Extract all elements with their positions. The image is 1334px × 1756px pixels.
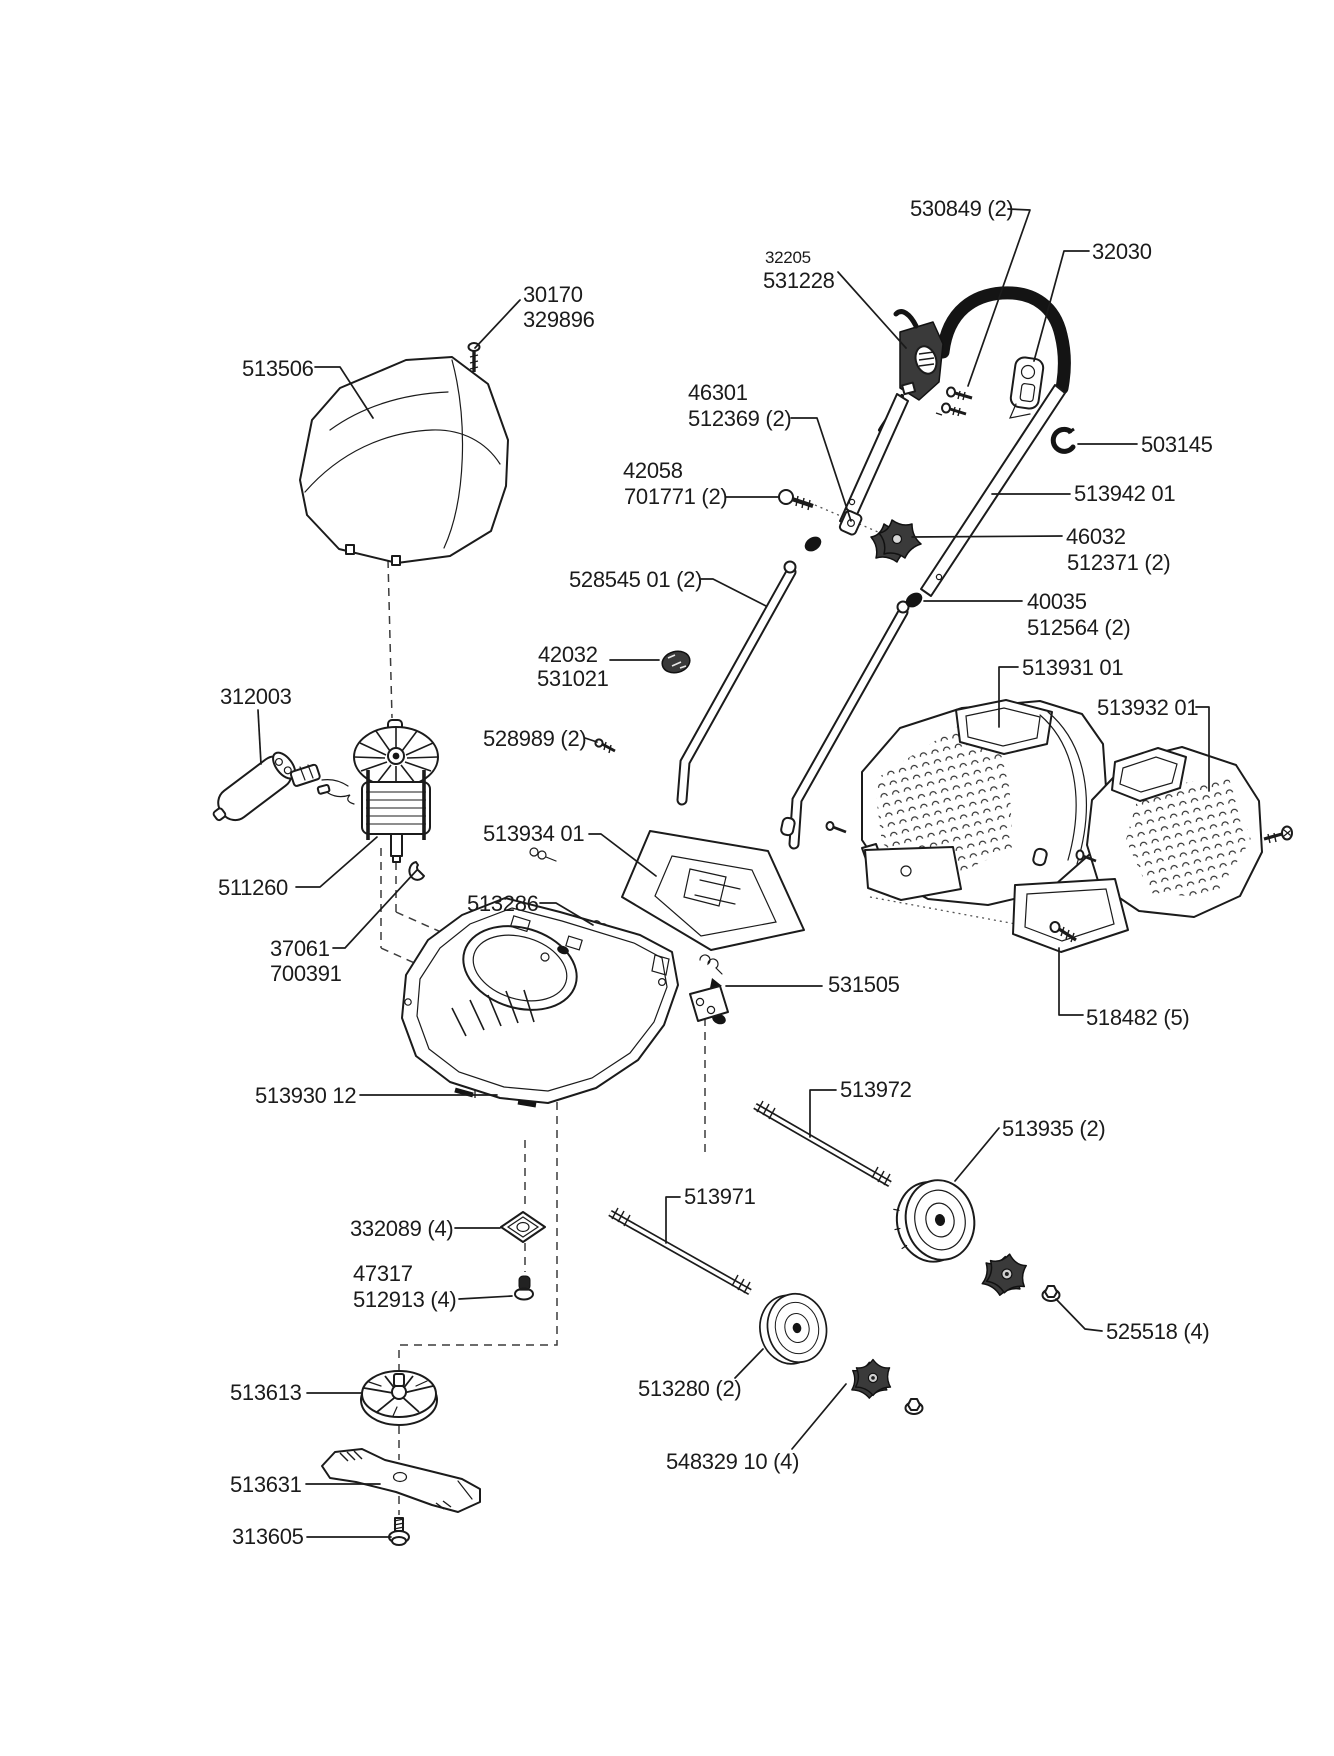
screw-grassbox-right xyxy=(1264,827,1292,844)
label-513631: 513631 xyxy=(230,1472,302,1497)
upper-handle-left-bar xyxy=(840,394,908,528)
hubcap-star-upper xyxy=(981,1251,1028,1298)
label-37061: 37061 xyxy=(270,936,330,961)
handlebar-loop xyxy=(943,293,1065,388)
wheel-513280 xyxy=(754,1288,833,1369)
label-700391: 700391 xyxy=(270,961,342,986)
label-332089: 332089 (4) xyxy=(350,1216,454,1241)
label-513934: 513934 01 xyxy=(483,821,585,846)
cable-grommet xyxy=(660,648,692,676)
c-clip xyxy=(1053,429,1074,451)
label-312003: 312003 xyxy=(220,684,292,709)
square-washer xyxy=(501,1212,545,1242)
label-513613: 513613 xyxy=(230,1380,302,1405)
label-513506: 513506 xyxy=(242,356,314,381)
rear-flap xyxy=(622,831,804,950)
upper-handle-right-bar xyxy=(921,385,1065,596)
label-525518: 525518 (4) xyxy=(1106,1319,1210,1344)
spring-531505 xyxy=(700,955,722,988)
label-531021: 531021 xyxy=(537,666,609,691)
label-528989: 528989 (2) xyxy=(483,726,587,751)
label-503145: 503145 xyxy=(1141,432,1213,457)
grassbox-lower-duct xyxy=(1013,879,1128,952)
handlebar-screws xyxy=(936,388,972,417)
lower-tube-left xyxy=(682,534,824,800)
label-32205: 32205 xyxy=(765,248,811,267)
label-518482: 518482 (5) xyxy=(1086,1005,1190,1030)
label-513930: 513930 12 xyxy=(255,1083,357,1108)
wing-knob xyxy=(871,520,921,562)
label-513931: 513931 01 xyxy=(1022,655,1124,680)
label-512913: 512913 (4) xyxy=(353,1287,457,1312)
label-513935: 513935 (2) xyxy=(1002,1116,1106,1141)
terminal-block xyxy=(290,764,354,804)
axle-rod-513972 xyxy=(755,1101,890,1185)
label-701771: 701771 (2) xyxy=(624,484,728,509)
label-548329: 548329 10 (4) xyxy=(666,1449,800,1474)
label-30170: 30170 xyxy=(523,282,583,307)
wheel-513935 xyxy=(887,1174,982,1269)
hubcap-star-lower xyxy=(852,1360,891,1399)
flange-nut-upper xyxy=(1043,1286,1060,1301)
label-530849: 530849 (2) xyxy=(910,196,1014,221)
label-42058: 42058 xyxy=(623,458,683,483)
blade-adapter xyxy=(361,1371,437,1425)
label-528545: 528545 01 (2) xyxy=(569,567,703,592)
blade xyxy=(322,1449,480,1512)
grassbox-left-bracket xyxy=(865,847,961,900)
cover-screw xyxy=(469,343,480,372)
label-511260: 511260 xyxy=(218,875,288,900)
label-313605: 313605 xyxy=(232,1524,304,1549)
label-513972: 513972 xyxy=(840,1077,912,1102)
label-513280: 513280 (2) xyxy=(638,1376,742,1401)
label-32030: 32030 xyxy=(1092,239,1152,264)
label-47317: 47317 xyxy=(353,1261,413,1286)
label-513971: 513971 xyxy=(684,1184,756,1209)
capacitor xyxy=(206,748,301,831)
label-513286: 513286 xyxy=(467,891,539,916)
label-40035: 40035 xyxy=(1027,589,1087,614)
label-46301: 46301 xyxy=(688,380,748,405)
label-531228: 531228 xyxy=(763,268,835,293)
label-512369: 512369 (2) xyxy=(688,406,792,431)
motor xyxy=(354,720,438,862)
label-513932: 513932 01 xyxy=(1097,695,1199,720)
motor-cover xyxy=(300,357,508,565)
label-513942: 513942 01 xyxy=(1074,481,1176,506)
label-42032: 42032 xyxy=(538,642,598,667)
clamp-bolt xyxy=(779,490,813,510)
label-512564: 512564 (2) xyxy=(1027,615,1131,640)
screw-47317 xyxy=(515,1276,533,1300)
label-531505: 531505 xyxy=(828,972,900,997)
axle-rod-513971 xyxy=(610,1208,750,1293)
label-512371: 512371 (2) xyxy=(1067,550,1171,575)
screw-528989 xyxy=(595,739,615,753)
blade-bolt xyxy=(389,1518,409,1545)
flange-nut-lower xyxy=(906,1399,923,1414)
label-329896: 329896 xyxy=(523,307,595,332)
label-46032: 46032 xyxy=(1066,524,1126,549)
